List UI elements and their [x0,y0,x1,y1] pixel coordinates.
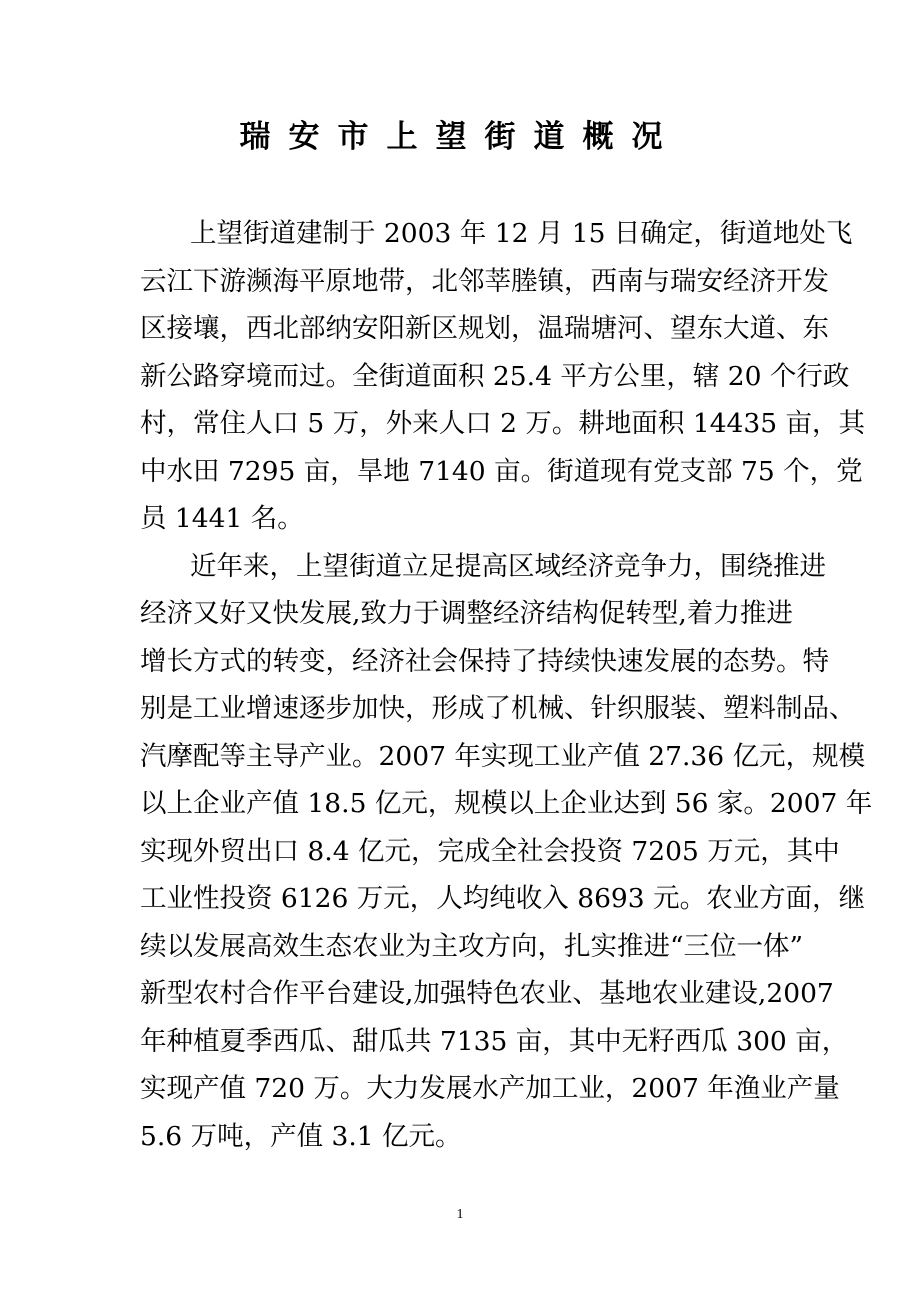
page-number: 1 [456,1207,464,1222]
paragraph2-line: 续以发展高效生态农业为主攻方向，扎实推进“三位一体” [140,930,804,962]
paragraph1-line: 员 1441 名。 [140,503,304,534]
paragraph1-line: 云江下游濒海平原地带，北邻莘塍镇，西南与瑞安经济开发 [140,265,829,297]
paragraph2-line: 新型农村合作平台建设,加强特色农业、基地农业建设,2007 [140,978,834,1009]
paragraph1-line: 区接壤，西北部纳安阳新区规划，温瑞塘河、望东大道、东 [140,313,829,344]
document-title: 瑞安市上望街道概况 [239,119,681,155]
paragraph2-line: 近年来，上望街道立足提高区域经济竞争力，围绕推进 [190,550,826,582]
paragraph2-line: 以上企业产值 18.5 亿元，规模以上企业达到 56 家。2007 年 [140,788,873,819]
paragraph2-line: 汽摩配等主导产业。2007 年实现工业产值 27.36 亿元，规模 [140,740,866,772]
paragraph2-line: 经济又好又快发展,致力于调整经济结构促转型,着力推进 [140,598,793,629]
document-body [140,210,873,1160]
paragraph2-line: 实现产值 720 万。大力发展水产加工业，2007 年渔业产量 [140,1073,840,1104]
paragraph2-line: 5.6 万吨，产值 3.1 亿元。 [140,1120,462,1152]
paragraph1-line: 村，常住人口 5 万，外来人口 2 万。耕地面积 14435 亩，其 [140,408,866,439]
paragraph2-line: 年种植夏季西瓜、甜瓜共 7135 亩，其中无籽西瓜 300 亩， [140,1025,849,1057]
paragraph1-line: 新公路穿境而过。全街道面积 25.4 平方公里，辖 20 个行政 [140,360,850,392]
paragraph2-line: 增长方式的转变，经济社会保持了持续快速发展的态势。特 [140,645,829,677]
paragraph2-line: 实现外贸出口 8.4 亿元，完成全社会投资 7205 万元，其中 [140,835,840,867]
paragraph2-line: 工业性投资 6126 万元，人均纯收入 8693 元。农业方面，继 [140,883,866,914]
paragraph2-line: 别是工业增速逐步加快，形成了机械、针织服装、塑料制品、 [140,693,856,724]
paragraph1-line: 上望街道建制于 2003 年 12 月 15 日确定，街道地处飞 [190,218,853,249]
paragraph1-line: 中水田 7295 亩，旱地 7140 亩。街道现有党支部 75 个，党 [140,455,863,487]
